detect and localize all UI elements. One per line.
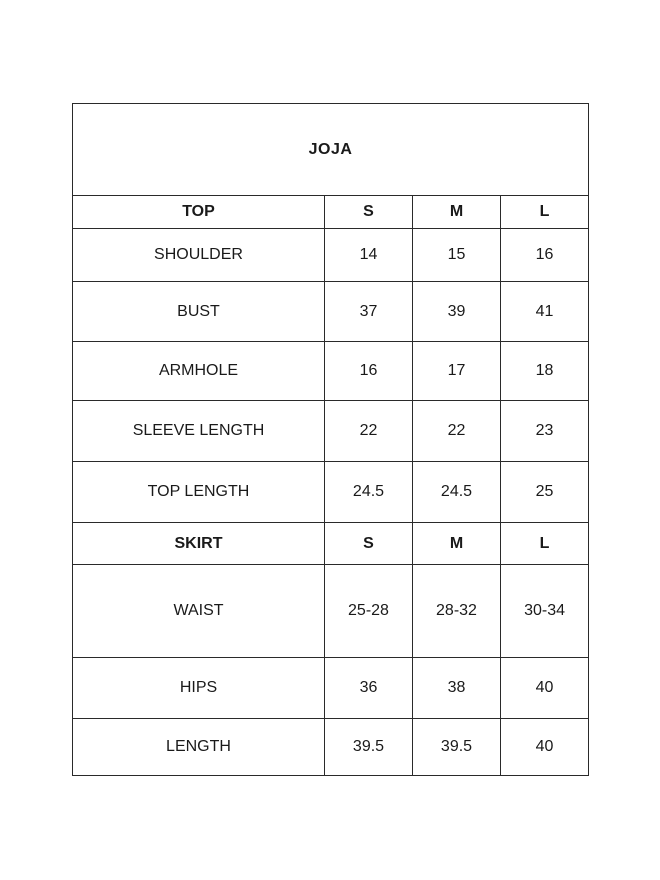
- cell-m: 39: [413, 282, 501, 342]
- table-row-sleeve-length: [73, 401, 589, 462]
- row-label: ARMHOLE: [73, 342, 325, 401]
- table-row-hips: [73, 658, 589, 719]
- row-label: BUST: [73, 282, 325, 342]
- header-cell-top: TOP: [73, 196, 325, 229]
- table-row-length: [73, 719, 589, 776]
- header-cell-skirt: SKIRT: [73, 523, 325, 565]
- cell-m: 39.5: [413, 719, 501, 776]
- cell-m: 22: [413, 401, 501, 462]
- cell-m: 38: [413, 658, 501, 719]
- cell-s: 39.5: [325, 719, 413, 776]
- cell-s: 24.5: [325, 462, 413, 523]
- table-row-top-length: [73, 462, 589, 523]
- title-row: [73, 104, 589, 196]
- row-label: SHOULDER: [73, 229, 325, 282]
- header-cell-l: L: [501, 196, 589, 229]
- cell-m: 15: [413, 229, 501, 282]
- row-label: SLEEVE LENGTH: [73, 401, 325, 462]
- top-header-row: [73, 196, 589, 229]
- header-cell-m: M: [413, 196, 501, 229]
- table-row-armhole: [73, 342, 589, 401]
- cell-s: 25-28: [325, 565, 413, 658]
- cell-l: 25: [501, 462, 589, 523]
- cell-m: 17: [413, 342, 501, 401]
- skirt-header-row: [73, 523, 589, 565]
- row-label: HIPS: [73, 658, 325, 719]
- table-row-waist: [73, 565, 589, 658]
- cell-s: 16: [325, 342, 413, 401]
- header-cell-s: S: [325, 196, 413, 229]
- cell-s: 14: [325, 229, 413, 282]
- cell-s: 36: [325, 658, 413, 719]
- row-label: TOP LENGTH: [73, 462, 325, 523]
- cell-l: 16: [501, 229, 589, 282]
- size-chart-table: [72, 103, 589, 776]
- cell-l: 30-34: [501, 565, 589, 658]
- cell-l: 18: [501, 342, 589, 401]
- cell-m: 24.5: [413, 462, 501, 523]
- header-cell-l: L: [501, 523, 589, 565]
- cell-l: 41: [501, 282, 589, 342]
- row-label: LENGTH: [73, 719, 325, 776]
- row-label: WAIST: [73, 565, 325, 658]
- cell-l: 40: [501, 719, 589, 776]
- cell-m: 28-32: [413, 565, 501, 658]
- chart-title: JOJA: [73, 104, 589, 196]
- header-cell-s: S: [325, 523, 413, 565]
- header-cell-m: M: [413, 523, 501, 565]
- cell-s: 37: [325, 282, 413, 342]
- table-row-bust: [73, 282, 589, 342]
- cell-l: 23: [501, 401, 589, 462]
- cell-s: 22: [325, 401, 413, 462]
- cell-l: 40: [501, 658, 589, 719]
- table-row-shoulder: [73, 229, 589, 282]
